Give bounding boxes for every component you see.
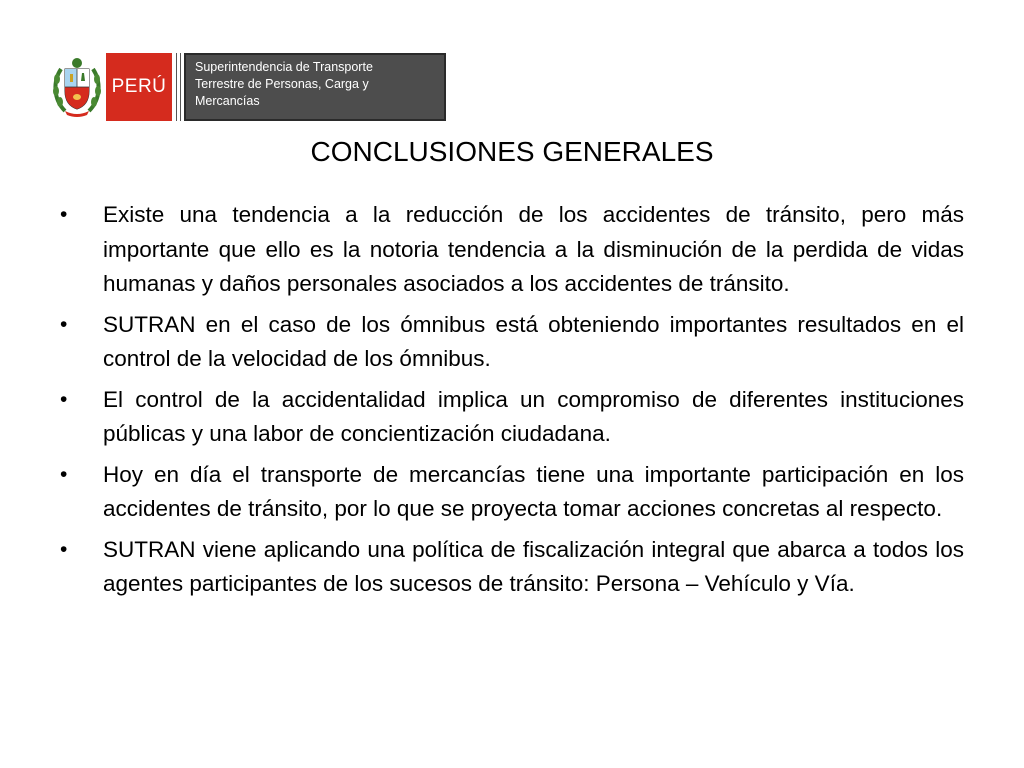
bullet-icon: • [60, 312, 68, 336]
bullet-icon: • [60, 203, 68, 226]
bullet-text: Hoy en día el transporte de mercancías tiene una importante participación en los accidentes de tránsito, por lo que se proyecta tomar acciones concretas al respecto. [103, 461, 964, 521]
list-item [58, 198, 964, 302]
coat-of-arms-icon [50, 53, 104, 121]
agency-line-2: Terrestre de Personas, Carga y [195, 77, 369, 91]
list-item [58, 383, 964, 452]
list-item [58, 458, 964, 527]
bullet-icon: • [60, 462, 68, 486]
bullet-text: El control de la accidentalidad implica un compromiso de diferentes instituciones públicas y una labor de concientización ciudadana. [103, 386, 964, 446]
slide-title: CONCLUSIONES GENERALES [310, 136, 714, 167]
agency-line-1: Superintendencia de Transporte [195, 60, 373, 74]
bullet-text: SUTRAN en el caso de los ómnibus está obteniendo importantes resultados en el control de la velocidad de los ómnibus. [103, 311, 964, 371]
bullet-text: Existe una tendencia a la reducción de los accidentes de tránsito, pero más importante que ello es la notoria tendencia a la disminución de la perdida de vidas humanas y daños personales asociados a los accidentes de tránsito. [103, 202, 964, 296]
agency-name-block [184, 53, 446, 121]
agency-line-3: Mercancías [195, 94, 260, 108]
peru-brand-block [106, 53, 172, 121]
bullet-icon: • [60, 387, 68, 411]
list-item [58, 308, 964, 377]
bullet-text: SUTRAN viene aplicando una política de fiscalización integral que abarca a todos los agentes participantes de los sucesos de tránsito: Persona – Vehículo y Vía. [103, 536, 964, 596]
country-label: PERÚ [111, 76, 167, 97]
list-item [58, 533, 964, 602]
bullet-icon: • [60, 537, 68, 561]
header-divider [174, 53, 182, 121]
government-header [50, 53, 446, 121]
conclusions-list [58, 198, 964, 608]
